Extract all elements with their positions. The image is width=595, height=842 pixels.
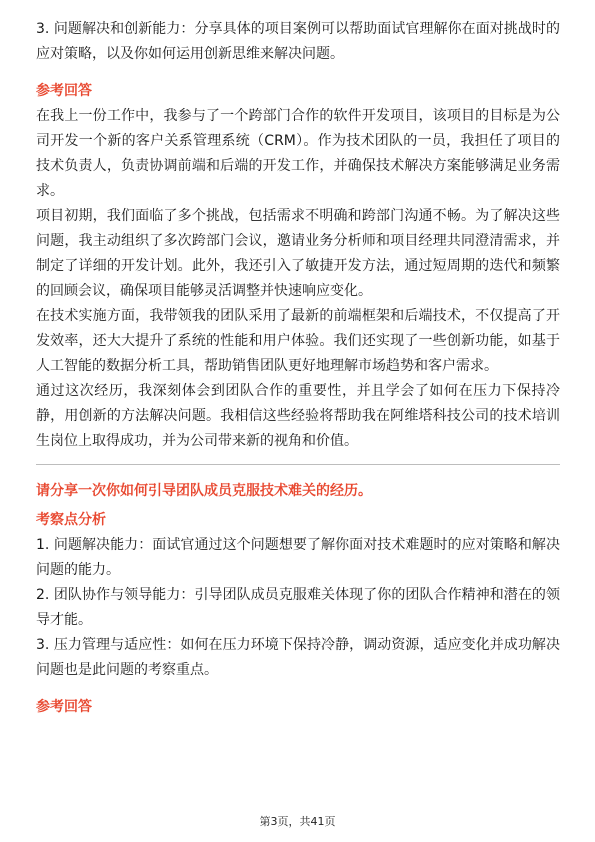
- document-page: [36, 17, 560, 720]
- answer-label: 参考回答: [36, 83, 92, 99]
- analysis-item: 1. 问题解决能力：面试官通过这个问题想要了解你面对技术难题时的应对策略和解决问题的能力。: [36, 537, 560, 578]
- page-number: 第3页，共41页: [259, 815, 336, 828]
- answer-label-2: 参考回答: [36, 699, 92, 715]
- question-heading: 请分享一次你如何引导团队成员克服技术难关的经历。: [36, 483, 372, 499]
- answer-paragraph: 项目初期，我们面临了多个挑战，包括需求不明确和跨部门沟通不畅。为了解决这些问题，我主动组织了多次跨部门会议，邀请业务分析师和项目经理共同澄清需求，并制定了详细的开发计划。此外，我还引入了敏捷开发方法，通过短周期的迭代和频繁的回顾会议，确保项目能够灵活调整并快速响应变化。: [36, 208, 560, 299]
- intro-item-3: 3. 问题解决和创新能力：分享具体的项目案例可以帮助面试官理解你在面对挑战时的应对策略，以及你如何运用创新思维来解决问题。: [36, 21, 560, 62]
- answer-paragraph: 在技术实施方面，我带领我的团队采用了最新的前端框架和后端技术，不仅提高了开发效率，还大大提升了系统的性能和用户体验。我们还实现了一些创新功能，如基于人工智能的数据分析工具，帮助销售团队更好地理解市场趋势和客户需求。: [36, 308, 560, 374]
- answer-paragraph: 通过这次经历，我深刻体会到团队合作的重要性，并且学会了如何在压力下保持冷静，用创新的方法解决问题。我相信这些经验将帮助我在阿维塔科技公司的技术培训生岗位上取得成功，并为公司带来新的视角和价值。: [36, 383, 560, 449]
- analysis-label: 考察点分析: [36, 512, 106, 528]
- answer-paragraph: 在我上一份工作中，我参与了一个跨部门合作的软件开发项目，该项目的目标是为公司开发一个新的客户关系管理系统（CRM）。作为技术团队的一员，我担任了项目的技术负责人，负责协调前端和后端的开发工作，并确保技术解决方案能够满足业务需求。: [36, 108, 560, 199]
- analysis-item: 2. 团队协作与领导能力：引导团队成员克服难关体现了你的团队合作精神和潜在的领导才能。: [36, 587, 560, 628]
- analysis-item: 3. 压力管理与适应性：如何在压力环境下保持冷静，调动资源，适应变化并成功解决问题也是此问题的考察重点。: [36, 637, 560, 678]
